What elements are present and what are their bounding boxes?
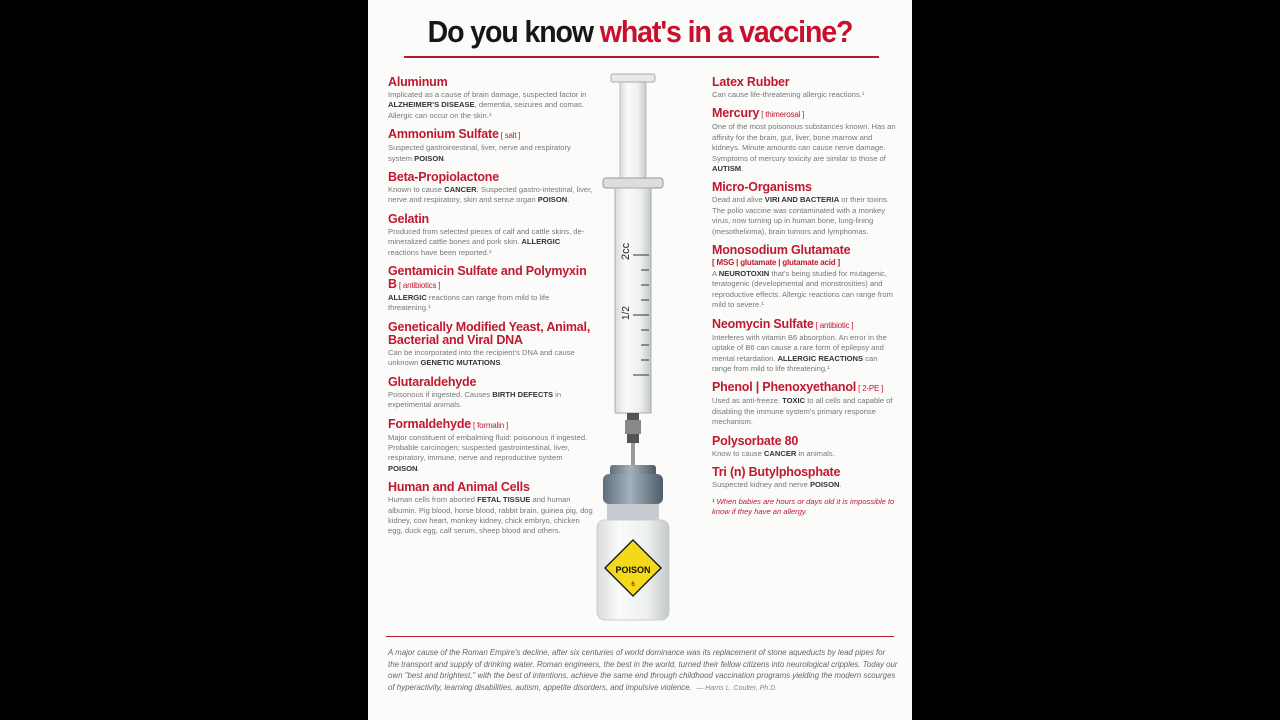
title-part2: what's in a vaccine? [599, 14, 853, 49]
ingredient-entry [712, 181, 897, 237]
description-text: Suspected gastrointestinal, liver, nerve and respiratory system [388, 143, 571, 163]
ingredient-title: Beta-Propiolactone [388, 170, 499, 185]
description-text: Produced from selected pieces of calf and cattle skins, de-mineralized cattle bones and pork skin. [388, 226, 585, 247]
ingredient-title: Polysorbate 80 [712, 433, 799, 448]
description-text: Know to cause [712, 448, 764, 458]
ingredient-name [712, 107, 897, 121]
description-text: Can cause life-threatening allergic reactions.¹ [712, 90, 865, 99]
emphasis-text: GENETIC MUTATIONS [420, 358, 501, 368]
description-text: Dead and alive [712, 195, 765, 205]
ingredient-entry [388, 265, 593, 314]
ingredient-description [712, 90, 897, 100]
syringe-capacity-label: 2cc [620, 242, 632, 260]
description-text: . [567, 195, 570, 205]
ingredient-title: Phenol | Phenoxyethanol [712, 380, 857, 395]
ingredient-qualifier: [ formalin ] [473, 420, 508, 430]
description-text: that's being studied for mutagenic, teratogenic (developmental and monstrosities) and reproductive effects. Allergic reactions can range from mild to severe.¹ [712, 269, 893, 310]
description-text: can range from mild to life threatening.¹ [712, 353, 878, 373]
ingredient-description [712, 333, 897, 375]
emphasis-text: VIRI AND BACTERIA [764, 195, 840, 205]
ingredient-description [388, 227, 593, 258]
ingredient-qualifier: [ antibiotic ] [815, 320, 854, 330]
description-text: to all cells and capable of disabling the immune system's primary response mechanism. [712, 396, 893, 427]
ingredient-description [712, 449, 897, 459]
description-text: Used as anti-freeze. [712, 396, 783, 406]
ingredient-description [712, 122, 897, 174]
emphasis-text: NEUROTOXIN [718, 269, 770, 279]
emphasis-text: POISON [537, 195, 568, 205]
ingredient-name [388, 76, 593, 89]
description-text: . [741, 164, 744, 174]
ingredient-name [388, 265, 593, 292]
ingredient-title: Ammonium Sulfate [388, 127, 499, 142]
ingredient-entry [388, 418, 593, 475]
ingredient-entry [388, 213, 593, 258]
description-text: and human albumin. Pig blood, horse blood, rabbit brain, guinea pig, dog kidney, cow heart, monkey kidney, chick embryo, chicken egg, duck egg, calf serum, sheep blood and others. [388, 495, 593, 536]
description-text: Implicated as a cause of brain damage, suspected factor in [388, 90, 587, 99]
description-text: One of the most poisonous substances known. Has an affinity for the brain, gut, liver, bone marrow and kidneys. Minute amounts can cause nerve damage. Symptoms of mercury toxicity are similar to those of [712, 122, 896, 163]
emphasis-text: CANCER [444, 185, 477, 195]
ingredient-description [388, 390, 593, 411]
syringe-illustration [593, 70, 703, 630]
ingredient-name [388, 213, 593, 226]
emphasis-text: BIRTH DEFECTS [492, 389, 554, 399]
description-text: reactions have been reported.¹ [388, 247, 492, 257]
ingredient-name [712, 381, 897, 395]
ingredient-name [712, 181, 897, 194]
ingredient-name [388, 418, 593, 432]
ingredient-description [388, 185, 593, 206]
ingredient-description [712, 396, 897, 427]
ingredient-qualifier: [ antibiotics ] [398, 281, 441, 291]
ingredient-title: Gelatin [388, 211, 429, 226]
ingredient-title: Human and Animal Cells [388, 480, 530, 495]
ingredient-title: Tri (n) Butylphosphate [712, 464, 841, 479]
ingredient-name [712, 466, 897, 479]
emphasis-text: POISON [414, 153, 444, 163]
description-text: Major constituent of embalming fluid: poisonous if ingested. Probable carcinogen; suspected gastrointestinal, liver, respiratory, immune, nerve and reproductive system [388, 432, 588, 463]
ingredient-name [388, 376, 593, 389]
ingredient-name [388, 171, 593, 184]
description-text: Human cells from aborted [388, 495, 478, 505]
title-divider [404, 56, 879, 58]
ingredient-name [388, 128, 593, 142]
ingredient-name [712, 435, 897, 448]
description-text: reactions can range from mild to life threatening.¹ [388, 293, 550, 313]
emphasis-text: POISON [809, 479, 840, 489]
description-text: in experimental animals. [388, 389, 562, 410]
ingredient-name [712, 318, 897, 332]
description-text: or their toxins. The polio vaccine was contaminated with a monkey virus, now turning up in human bone, lung-lining (mesothelioma), brain tumors and lymphomas. [712, 195, 889, 236]
left-column [388, 76, 593, 544]
description-text: Known to cause [388, 185, 445, 195]
description-text: . [839, 479, 842, 489]
ingredient-entry [712, 381, 897, 427]
emphasis-text: POISON [388, 463, 418, 473]
ingredient-entry [388, 171, 593, 206]
right-column [712, 76, 897, 517]
description-text: . Suspected gastro-intestinal, liver, nerve and respiratory, skin and sense organ [388, 185, 593, 205]
ingredient-title: Latex Rubber [712, 75, 790, 89]
emphasis-text: ALLERGIC REACTIONS [777, 353, 864, 363]
ingredient-entry [712, 107, 897, 174]
ingredient-entry [712, 76, 897, 100]
description-text: . [417, 463, 420, 473]
description-text: , dementia, seizures and comas. Allergic can occur on the skin.¹ [388, 100, 584, 120]
description-text: in animals. [796, 448, 835, 458]
ingredient-entry [388, 481, 593, 537]
ingredient-title: Neomycin Sulfate [712, 316, 814, 331]
ingredient-title: Formaldehyde [388, 416, 472, 431]
poster-title [390, 14, 890, 50]
description-text: Suspected kidney and nerve [712, 479, 810, 489]
ingredient-description [388, 495, 593, 537]
ingredient-description [712, 195, 897, 237]
ingredient-entry [712, 435, 897, 459]
ingredient-entry [712, 466, 897, 490]
ingredient-entry [388, 76, 593, 121]
ingredient-qualifier: [ salt ] [500, 131, 521, 141]
description-text: A [712, 269, 719, 279]
ingredient-description [388, 293, 593, 314]
ingredient-entry [712, 318, 897, 375]
description-text: . [500, 358, 503, 368]
ingredient-description [712, 269, 897, 311]
ingredient-qualifier: [ MSG | glutamate | glutamate acid ] [712, 258, 840, 268]
quote-text: A major cause of the Roman Empire's decline, after six centuries of world dominance was its replacement of stone aqueducts by lead pipes for the transport and supply of drinking water. Roman engineers, the best in the world, turned their fellow citizens into neurological cripples. Today our own "best and brightest," with the best of intentions, achieve the same end through childhood vaccination programs yielding the modern scourges of hyperactivity, learning disabilities, autism, appetite disorders, and impulsive violence. [388, 648, 898, 692]
ingredient-title: Glutaraldehyde [388, 374, 477, 389]
ingredient-qualifier: [ thimerosal ] [761, 110, 805, 120]
ingredient-qualifier: [ 2-PE ] [858, 384, 884, 394]
ingredient-title: Aluminum [388, 75, 448, 89]
ingredient-entry [388, 376, 593, 411]
title-part1: Do you know [427, 14, 600, 49]
quote-author: — Harris L. Coulter, Ph.D. [696, 684, 778, 692]
ingredient-title: Monosodium Glutamate [712, 243, 851, 258]
description-text: Interferes with vitamin B6 absorption. An error in the uptake of B6 can cause a rare form of epilepsy and mental retardation. [712, 332, 887, 363]
ingredient-description [712, 480, 897, 490]
emphasis-text: TOXIC [782, 396, 806, 406]
emphasis-text: ALZHEIMER'S DISEASE [388, 100, 475, 110]
ingredient-entry [388, 321, 593, 369]
ingredient-title: Genetically Modified Yeast, Animal, Bacterial and Viral DNA [388, 319, 591, 347]
ingredient-title: Gentamicin Sulfate and Polymyxin B [388, 264, 587, 292]
quote-divider [386, 636, 894, 637]
ingredient-name [388, 321, 593, 347]
vaccine-poster [368, 0, 912, 720]
ingredient-entry [712, 244, 897, 311]
syringe-scale-label: 1/2 [621, 306, 632, 320]
description-text: . [443, 153, 446, 163]
ingredient-entry [388, 128, 593, 164]
ingredient-description [388, 433, 593, 475]
poison-label: POISON [615, 565, 651, 575]
emphasis-text: AUTISM [712, 164, 742, 174]
emphasis-text: FETAL TISSUE [477, 495, 531, 505]
emphasis-text: ALLERGIC [388, 293, 427, 303]
ingredient-name [712, 244, 897, 268]
ingredient-description [388, 90, 593, 121]
poison-class-number: 6 [631, 582, 635, 588]
emphasis-text: ALLERGIC [521, 237, 561, 247]
ingredient-title: Mercury [712, 106, 760, 121]
ingredient-title: Micro-Organisms [712, 180, 812, 195]
quote-block [388, 647, 898, 694]
ingredient-name [388, 481, 593, 494]
description-text: Can be incorporated into the recipient's DNA and cause unknown [388, 347, 575, 368]
ingredient-description [388, 143, 593, 164]
allergy-footnote: ¹ When babies are hours or days old it is impossible to know if they have an allergy. [712, 497, 895, 517]
ingredient-description [388, 348, 593, 369]
ingredient-name [712, 76, 897, 89]
description-text: Poisonous if ingested. Causes [388, 389, 493, 399]
emphasis-text: CANCER [763, 448, 797, 458]
